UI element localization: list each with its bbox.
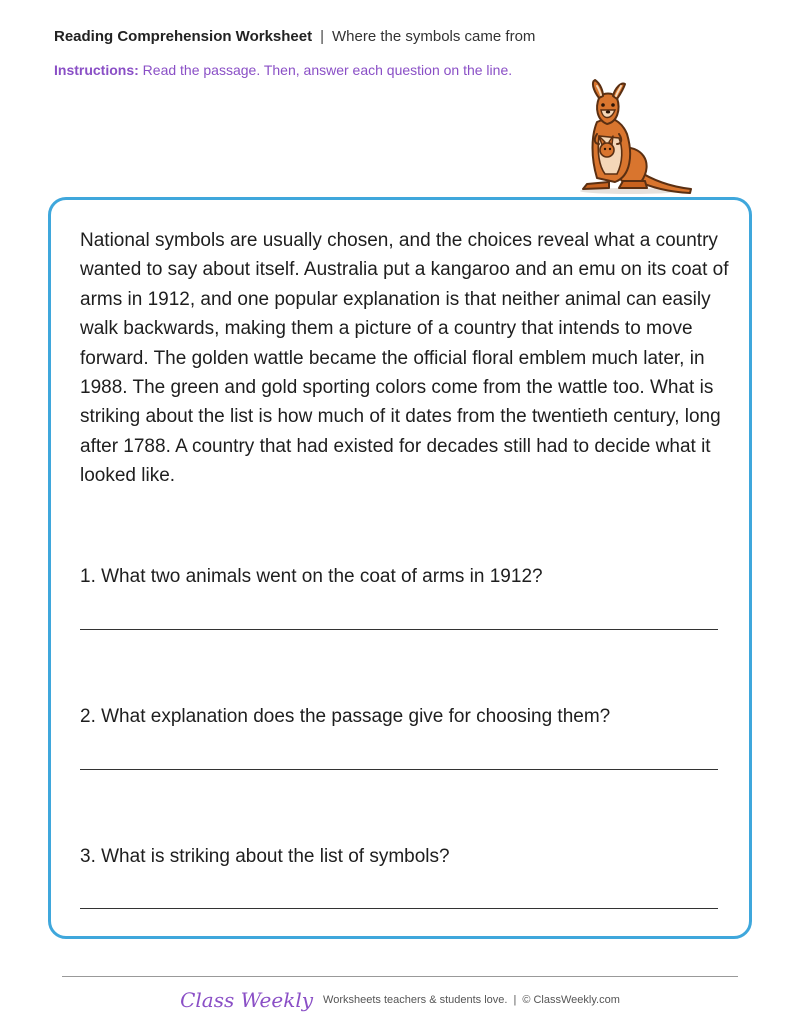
footer-divider [62,976,738,977]
footer-tagline: Worksheets teachers & students love. [323,994,508,1006]
header-separator: | [320,28,325,45]
footer-copyright: © ClassWeekly.com [522,994,620,1006]
answer-line-1[interactable] [80,629,718,630]
brand-logo: Class Weekly [180,988,314,1012]
footer-separator: | [513,994,517,1006]
answer-line-2[interactable] [80,769,718,770]
kangaroo-with-joey-icon [575,78,695,196]
instructions-text: Read the passage. Then, answer each question on the line. [142,62,513,78]
question-1: 1. What two animals went on the coat of arms in 1912? [80,566,543,587]
instructions [54,60,514,81]
question-2: 2. What explanation does the passage give for choosing them? [80,706,611,727]
footer [0,988,800,1012]
worksheet-title: Reading Comprehension Worksheet [54,28,313,45]
worksheet-header [54,28,535,45]
instructions-lead: Instructions: [54,62,139,78]
answer-line-3[interactable] [80,908,718,909]
worksheet-subtitle: Where the symbols came from [332,28,536,45]
reading-passage: National symbols are usually chosen, and the choices reveal what a country wanted to say about itself. Australia put a kangaroo and an emu on its coat of arms in 1912, and one popular explanation is that neither animal can easily walk backwards, making them a picture of a country that intends to move forward. The golden wattle became the official floral emblem much later, in 1988. The green and gold sporting colors come from the wattle too. What is striking about the list is how much of it dates from the twentieth century, long after 1788. A country that had existed for decades still had to decide what it looked like. [80,230,729,487]
question-3: 3. What is striking about the list of symbols? [80,846,450,867]
